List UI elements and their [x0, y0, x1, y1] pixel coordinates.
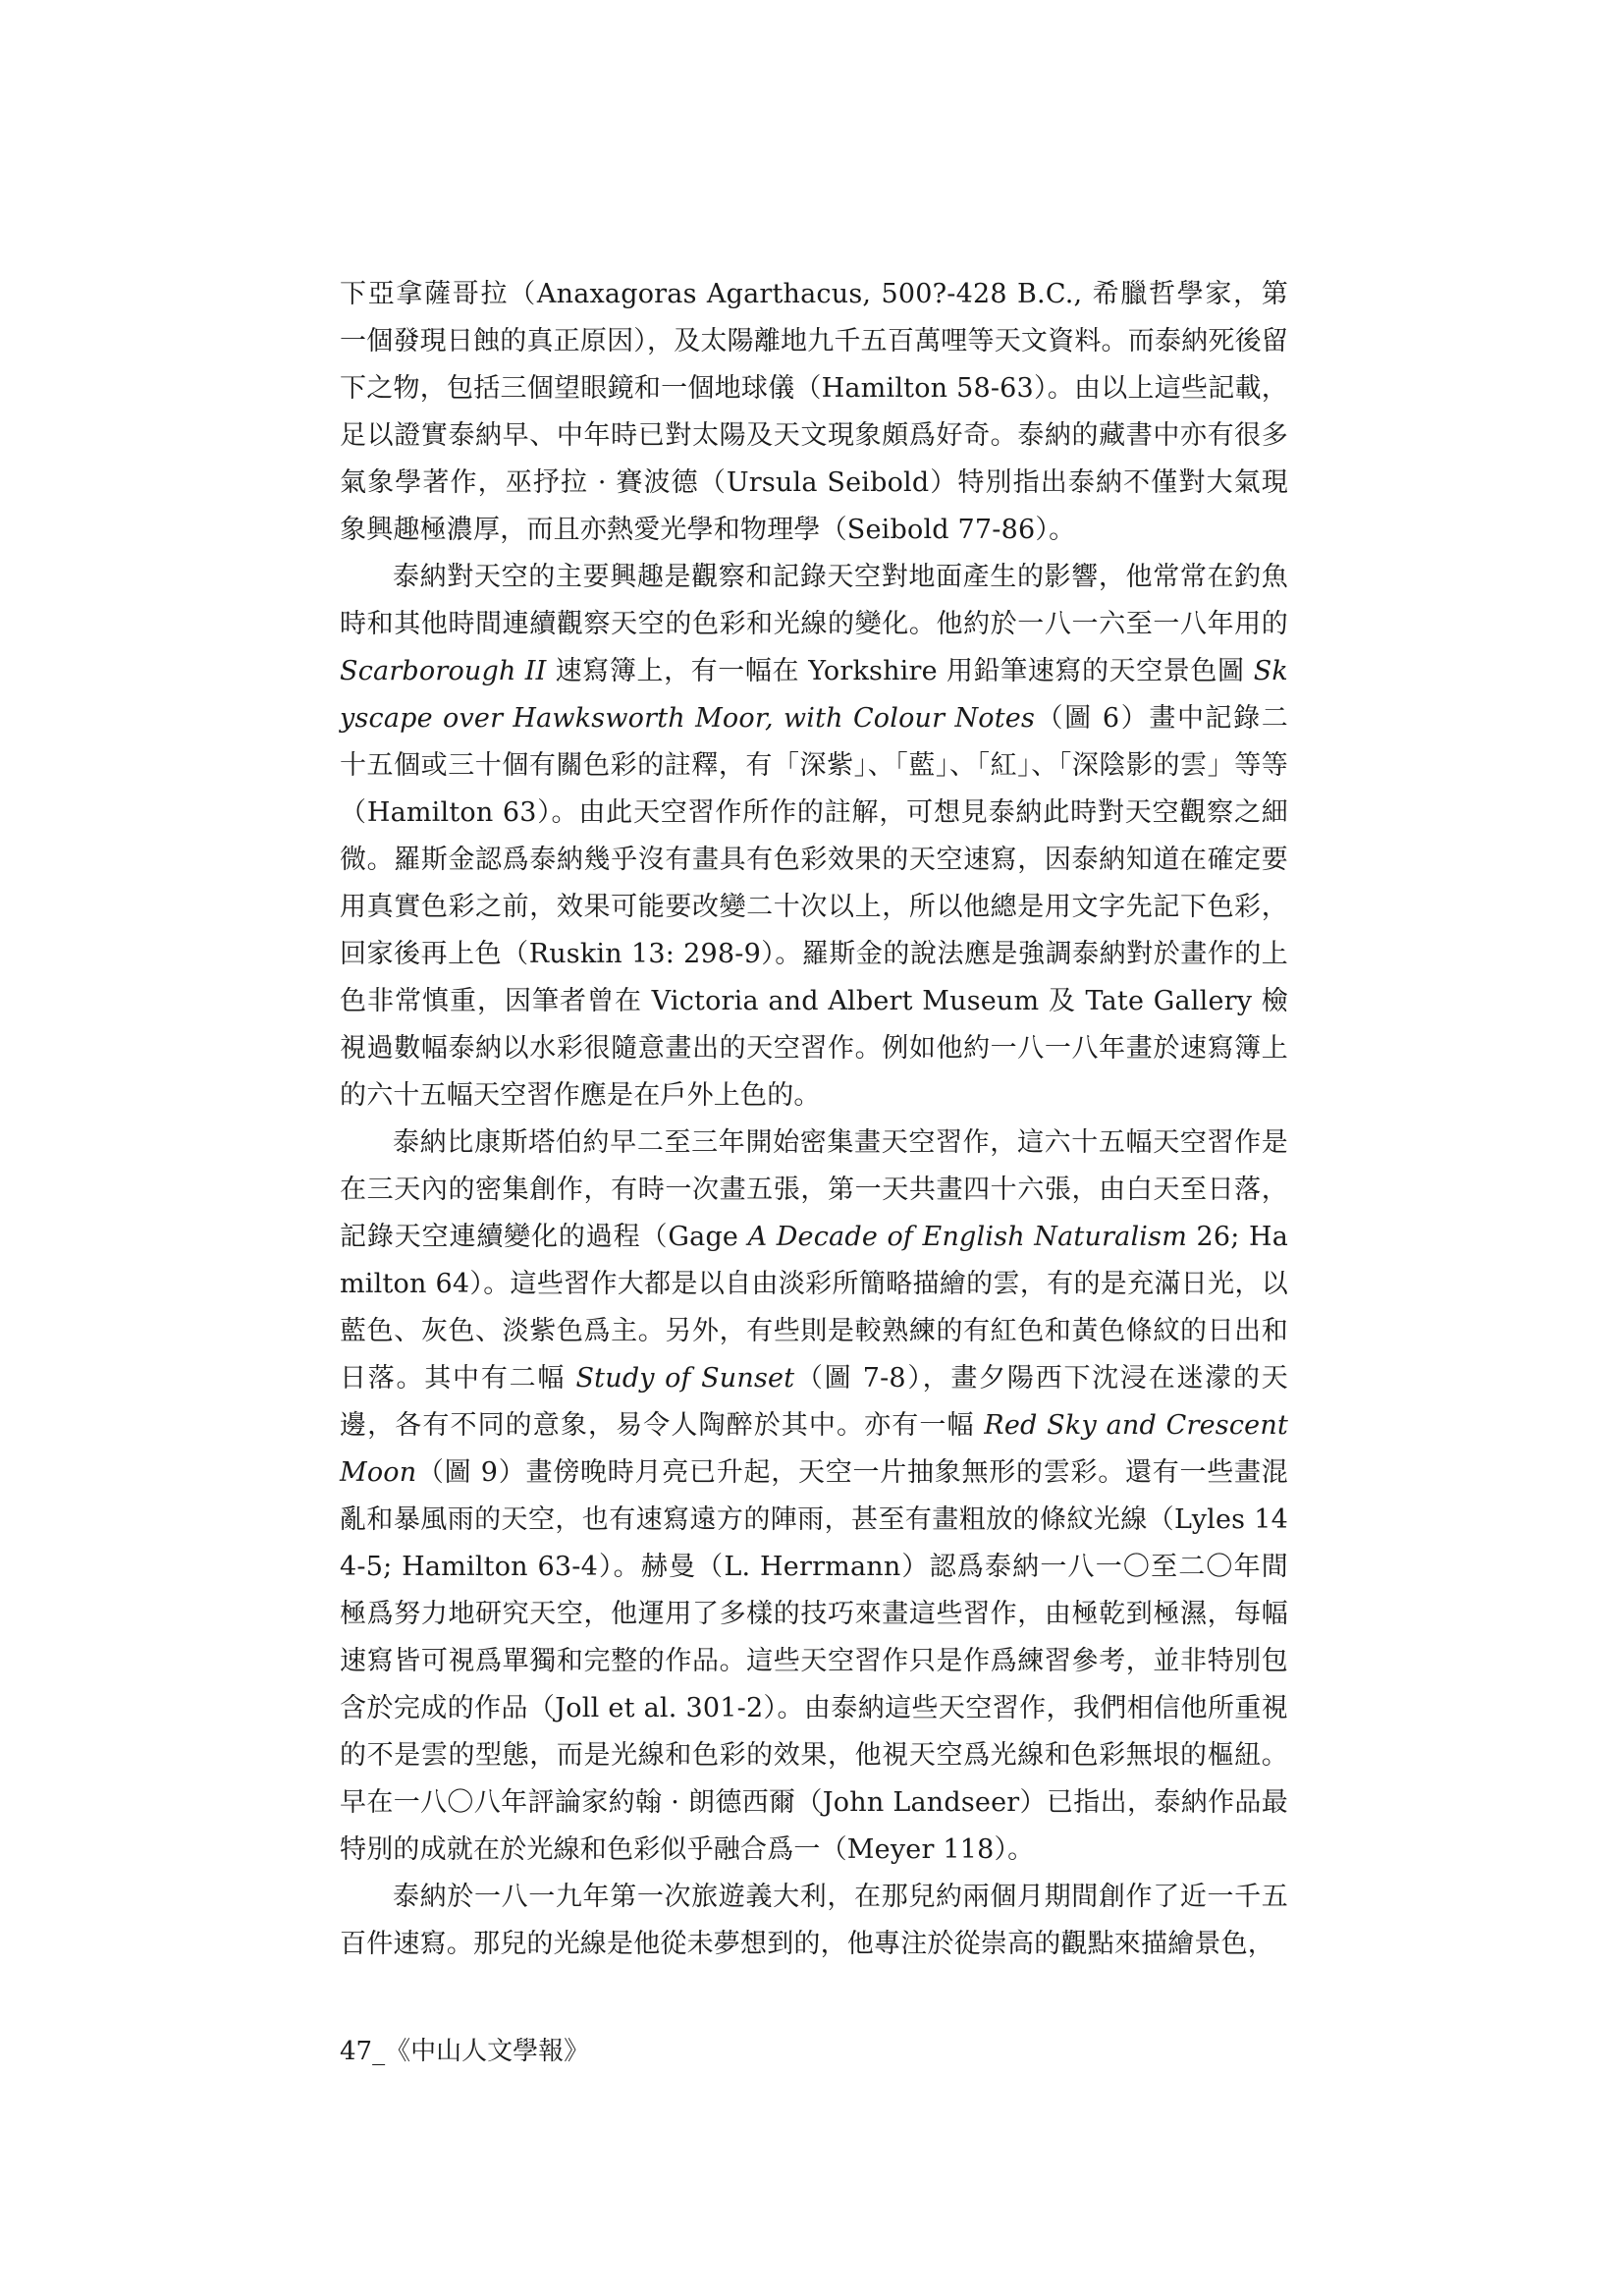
text-run: （圖 6）畫中記錄二十五個或三十個有關色彩的註釋，有「深紫」、「藍」、「紅」、「深陰影的雲」等等（Hamilton 63）。由此天空習作所作的註解，可想見泰納此時對天空觀察之細微。羅斯金認爲泰納幾乎沒有畫具有色彩效果的天空速寫，因泰納知道在確定要用真實色彩之前，效果可能要改變二十次以上，所以他總是用文字先記下色彩，回家後再上色（Ruskin 13: 298-9）。羅斯金的說法應是強調泰納對於畫作的上色非常慎重，因筆者曾在 Victoria and Albert Museum 及 Tate Gallery 檢視過數幅泰納以水彩很隨意畫出的天空習作。例如他約一八一八年畫於速寫簿上的六十五幅天空習作應是在戶外上色的。	[340, 703, 1289, 1111]
paragraph	[340, 1120, 1288, 1874]
text-run: （圖 7-8），畫夕陽西下沈浸在迷濛的天邊，各有不同的意象，易令人陶醉於其中。亦有一幅	[340, 1363, 1289, 1441]
paragraph	[340, 1874, 1288, 1968]
italic-title: Study of Sunset	[575, 1363, 795, 1394]
journal-name: 《中山人文學報》	[385, 2037, 590, 2066]
text-run: （圖 9）畫傍晚時月亮已升起，天空一片抽象無形的雲彩。還有一些畫混亂和暴風雨的天空，也有速寫遠方的陣雨，甚至有畫粗放的條紋光線（Lyles 144-5; Hamilton 63-4）。赫曼（L. Herrmann）認爲泰納一八一〇至二〇年間極爲努力地研究天空，他運用了多樣的技巧來畫這些習作，由極乾到極濕，每幅速寫皆可視爲單獨和完整的作品。這些天空習作只是作爲練習參考，並非特別包含於完成的作品（Joll et al. 301-2）。由泰納這些天空習作，我們相信他所重視的不是雲的型態，而是光線和色彩的效果，他視天空爲光線和色彩無垠的樞紐。早在一八〇八年評論家約翰 · 朗德西爾（John Landseer）已指出，泰納作品最特別的成就在於光線和色彩似乎融合爲一（Meyer 118）。	[340, 1457, 1288, 1865]
page-number: 47	[340, 2037, 373, 2066]
paragraph	[340, 554, 1288, 1120]
text-run: 泰納比康斯塔伯約早二至三年開始密集畫天空習作，這六十五幅天空習作是在三天內的密集創作，有時一次畫五張，第一天共畫四十六張，由白天至日落，記錄天空連續變化的過程（Gage	[340, 1127, 1288, 1252]
text-run: 泰納對天空的主要興趣是觀察和記錄天空對地面產生的影響，他常常在釣魚時和其他時間連續觀察天空的色彩和光線的變化。他約於一八一六至一八年用的	[340, 562, 1288, 639]
paragraph	[340, 271, 1288, 554]
italic-title: Red Sky and Crescent Moon	[340, 1410, 1288, 1488]
italic-title: Skyscape over Hawksworth Moor, with Colour Notes	[340, 656, 1288, 734]
text-run: 泰納於一八一九年第一次旅遊義大利，在那兒約兩個月期間創作了近一千五百件速寫。那兒的光線是他從未夢想到的，他專注於從崇高的觀點來描繪景色，	[340, 1882, 1288, 1959]
text-run: 26; Hamilton 64）。這些習作大都是以自由淡彩所簡略描繪的雲，有的是充滿日光，以藍色、灰色、淡紫色爲主。另外，有些則是較熟練的有紅色和黃色條紋的日出和日落。其中有二幅	[340, 1222, 1288, 1394]
italic-title: A Decade of English Naturalism	[747, 1222, 1187, 1252]
text-run: 速寫簿上，有一幅在 Yorkshire 用鉛筆速寫的天空景色圖	[546, 656, 1254, 686]
text-run: 下亞拿薩哥拉（Anaxagoras Agarthacus, 500?-428 B.C., 希臘哲學家，第一個發現日蝕的真正原因），及太陽離地九千五百萬哩等天文資料。而泰納死後留下之物，包括三個望眼鏡和一個地球儀（Hamilton 58-63）。由以上這些記載，足以證實泰納早、中年時已對太陽及天文現象頗爲好奇。泰納的藏書中亦有很多氣象學著作，巫抒拉 · 賽波德（Ursula Seibold）特別指出泰納不僅對大氣現象興趣極濃厚，而且亦熱愛光學和物理學（Seibold 77-86）。	[340, 279, 1288, 545]
body-text	[340, 271, 1288, 1968]
italic-title: Scarborough II	[340, 656, 547, 686]
page-footer	[340, 2036, 589, 2067]
footer-separator: _	[372, 2037, 386, 2066]
